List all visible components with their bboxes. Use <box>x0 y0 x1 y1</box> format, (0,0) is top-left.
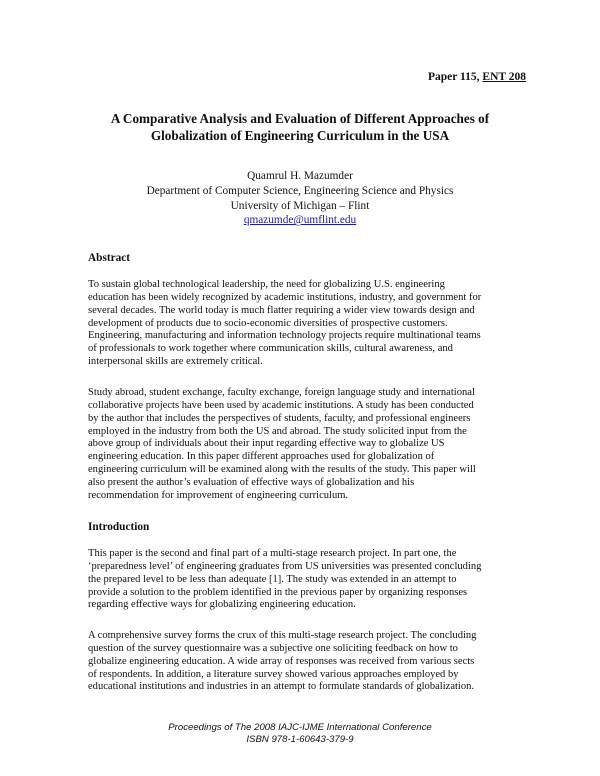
introduction-paragraph-1 <box>88 548 523 612</box>
text-line: To sustain global technological leadership, the need for globalizing U.S. engineering <box>88 279 445 290</box>
text-line: of respondents. In addition, a literature survey showed various approaches employed by <box>88 668 459 680</box>
text-line: recommendation for improvement of engineering curriculum. <box>88 489 349 501</box>
text-line: collaborative projects have been used by academic institutions. A study has been conducted <box>88 399 474 411</box>
abstract-paragraph-1 <box>88 279 523 369</box>
text-line: engineering curriculum will be examined along with the results of the study. This paper will <box>88 464 476 476</box>
title-line-1: A Comparative Analysis and Evaluation of Different Approaches of <box>110 111 490 126</box>
text-line: question of the survey questionnaire was a subjective one soliciting feedback on how to <box>88 642 458 654</box>
text-line: employed in the industry from both the US and abroad. The study solicited input from the <box>88 425 467 437</box>
abstract-heading: Abstract <box>88 252 131 264</box>
paper-title <box>60 110 540 144</box>
author-email-link[interactable]: qmazumde@umflint.edu <box>243 214 357 227</box>
text-line: several decades. The world today is much flatter requiring a wider view towards design and <box>88 304 475 316</box>
paper-reference <box>428 71 526 83</box>
paper-number: Paper 115, <box>428 71 483 83</box>
text-line: engineering education. In this paper different approaches used for globalization of <box>88 451 435 463</box>
text-line: regarding effective ways for globalizing engineering education. <box>88 599 356 611</box>
text-line: also present the author’s evaluation of effective ways of globalization and his <box>88 476 415 488</box>
title-line-2: Globalization of Engineering Curriculum in the USA <box>150 128 450 143</box>
introduction-paragraph-2 <box>88 630 523 694</box>
text-line: by the author that includes the perspectives of students, faculty, and professional engineers <box>88 412 471 424</box>
text-line: ‘preparedness level’ of engineering graduates from US universities was presented concluding <box>88 560 482 572</box>
text-line: Engineering, manufacturing and information technology projects require multinational teams <box>88 330 481 342</box>
text-line: above group of individuals about their input regarding effective way to globalize US <box>88 438 445 450</box>
text-line: the prepared level to be less than adequate [1]. The study was extended in an attempt to <box>88 573 457 585</box>
author-university: University of Michigan – Flint <box>230 199 370 212</box>
text-line: Study abroad, student exchange, faculty exchange, foreign language study and international <box>88 387 475 398</box>
text-line: globalize engineering education. A wide array of responses was received from various sects <box>88 655 475 667</box>
footer-isbn: ISBN 978-1-60643-379-9 <box>246 734 354 745</box>
text-line: education has been widely recognized by academic institutions, industry, and government for <box>88 291 482 303</box>
text-line: provide a solution to the problem identified in the previous paper by organizing responses <box>88 586 468 598</box>
text-line: interpersonal skills are extremely critical. <box>88 356 263 368</box>
text-line: development of products due to socio-economic diversities of prospective customers. <box>88 317 448 329</box>
text-line: This paper is the second and final part of a multi-stage research project. In part one, the <box>88 548 457 559</box>
ent-code: ENT 208 <box>482 71 526 83</box>
author-block <box>60 169 540 228</box>
text-line: A comprehensive survey forms the crux of this multi-stage research project. The concluding <box>88 630 477 641</box>
introduction-heading: Introduction <box>88 521 150 533</box>
author-name: Quamrul H. Mazumder <box>247 170 353 182</box>
footer-proceedings: Proceedings of The 2008 IAJC-IJME International Conference <box>168 722 432 733</box>
abstract-paragraph-2 <box>88 387 523 503</box>
author-department: Department of Computer Science, Engineering Science and Physics <box>146 184 454 197</box>
text-line: educational institutions and industries in an attempt to formulate standards of globalization. <box>88 681 475 693</box>
page-footer <box>60 722 540 746</box>
text-line: of professionals to work together where communication skills, cultural awareness, and <box>88 343 453 355</box>
